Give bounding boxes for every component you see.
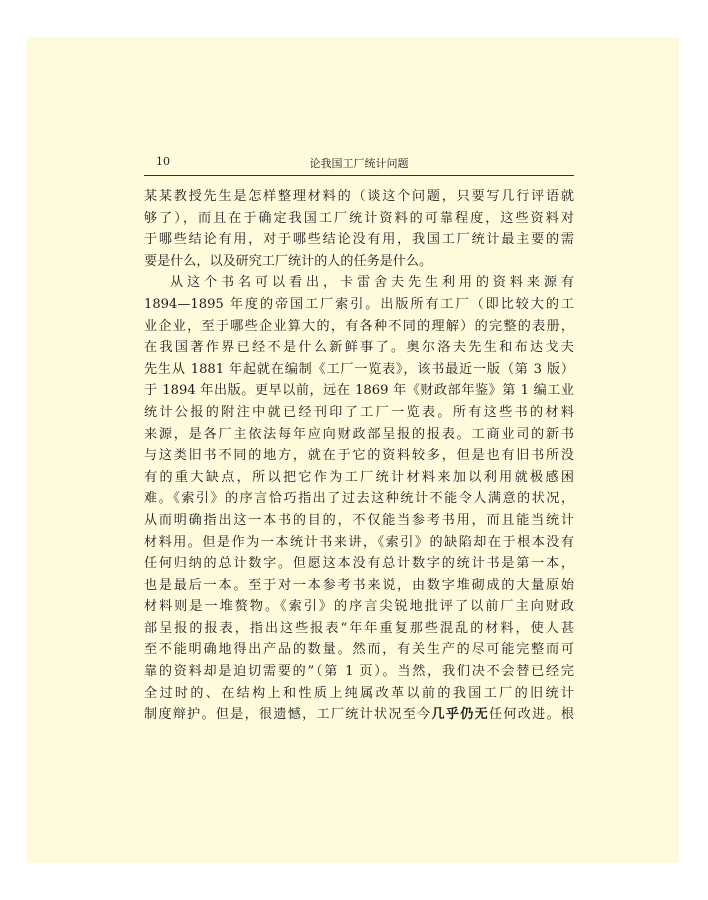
last-line-end: 任何改进。根 — [489, 707, 574, 723]
page-header — [144, 151, 574, 176]
text-line-last — [144, 704, 574, 726]
text-line: 1894—1895 年度的帝国工厂索引。出版所有工厂（即比较大的工 — [144, 296, 574, 312]
emphasis-text: 几乎仍无 — [431, 707, 490, 723]
last-line-start: 制度辩护。但是，很遗憾，工厂统计状况至今 — [144, 707, 432, 723]
text-line: 任何归纳的总计数字。但愿这本没有总计数字的统计书是第一本， — [144, 556, 574, 572]
text-line: 材料则是一堆赘物。《索引》的序言尖锐地批评了以前厂主向财政 — [144, 599, 574, 615]
text-line: 来源，是各厂主依法每年应向财政部呈报的报表。工商业司的新书 — [144, 426, 574, 442]
text-line: 某某教授先生是怎样整理材料的（谈这个问题，只要写几行评语就 — [144, 189, 574, 204]
text-line: 统计公报的附注中就已经刊印了工厂一览表。所有这些书的材料 — [144, 404, 574, 420]
text-line: 于 1894 年出版。更早以前，远在 1869 年《财政部年鉴》第 1 编工业 — [144, 383, 574, 399]
text-line: 材料用。但是作为一本统计书来讲，《索引》的缺陷却在于根本没有 — [144, 534, 574, 550]
text-line: 至不能明确地得出产品的数量。然而，有关生产的尽可能完整而可 — [144, 642, 574, 658]
text-line: 从这个书名可以看出，卡雷舍夫先生利用的资料来源有 — [170, 275, 574, 291]
text-line: 难。《索引》的序言恰巧指出了过去这种统计不能令人满意的状况， — [144, 491, 574, 507]
text-line: 要是什么，以及研究工厂统计的人的任务是什么。 — [144, 253, 433, 269]
text-line: 先生从 1881 年起就在编制《工厂一览表》，该书最近一版（第 3 版） — [144, 361, 574, 377]
body-text — [144, 186, 574, 726]
text-line: 业企业，至于哪些企业算大的，有各种不同的理解）的完整的表册， — [144, 318, 574, 334]
text-line: 与这类旧书不同的地方，就在于它的资料较多，但是也有旧书所没 — [144, 448, 574, 464]
page-number: 10 — [156, 155, 170, 168]
text-line: 全过时的、在结构上和性质上纯属改革以前的我国工厂的旧统计 — [144, 685, 574, 701]
text-line: 也是最后一本。至于对一本参考书来说，由数字堆砌成的大量原始 — [144, 577, 574, 593]
running-title: 论我国工厂统计问题 — [309, 157, 409, 170]
text-line: 于哪些结论有用，对于哪些结论没有用，我国工厂统计最主要的需 — [144, 232, 574, 248]
text-line: 部呈报的报表，指出这些报表“年年重复那些混乱的材料，使人甚 — [144, 620, 574, 636]
text-line: 在我国著作界已经不是什么新鲜事了。奥尔洛夫先生和布达戈夫 — [144, 340, 574, 356]
text-line: 有的重大缺点，所以把它作为工厂统计材料来加以利用就极感困 — [144, 469, 574, 485]
text-line: 从而明确指出这一本书的目的，不仅能当参考书用，而且能当统计 — [144, 512, 574, 528]
text-line: 够了），而且在于确定我国工厂统计资料的可靠程度，这些资料对 — [144, 210, 574, 226]
text-line: 靠的资料却是迫切需要的”（第 1 页）。当然，我们决不会替已经完 — [144, 664, 574, 680]
